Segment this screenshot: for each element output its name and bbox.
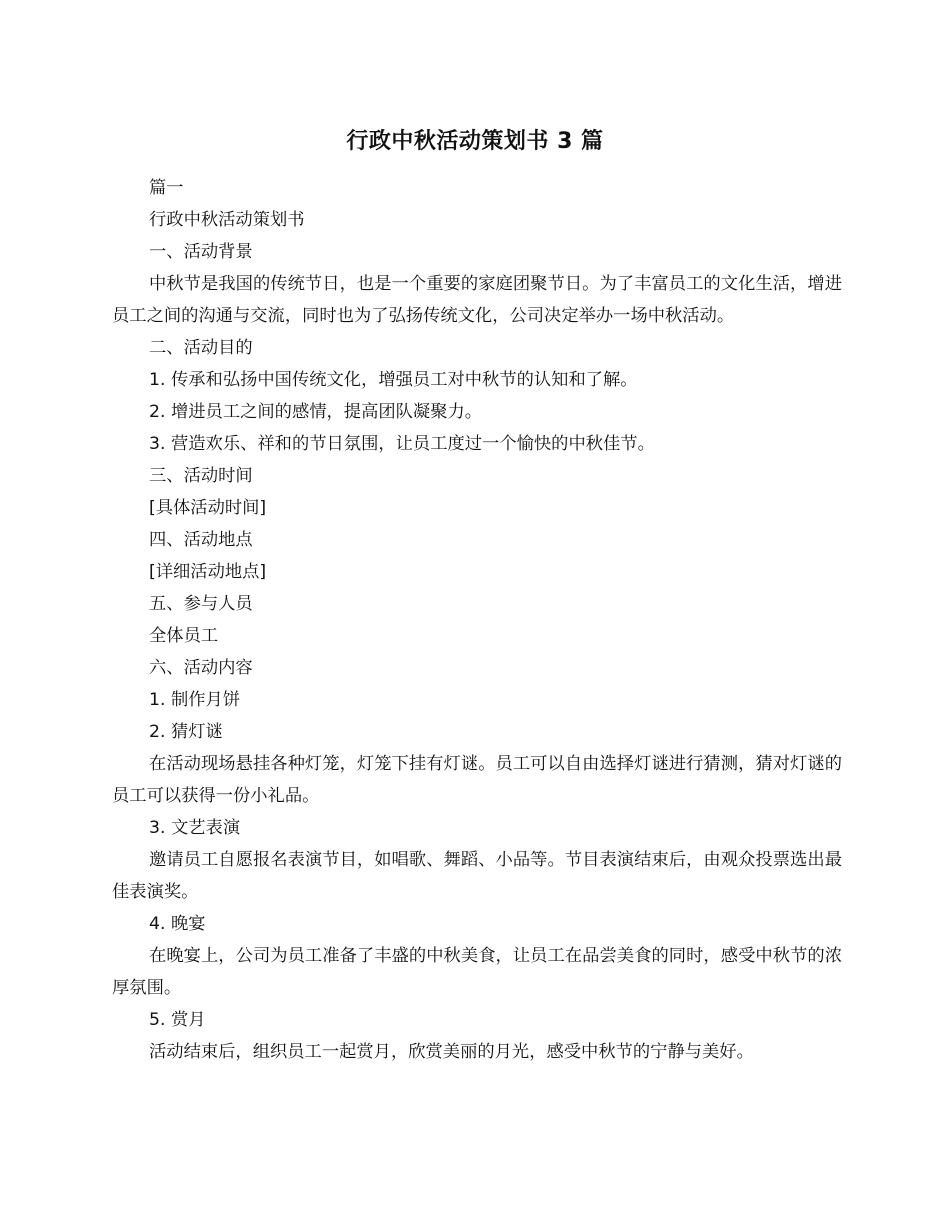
paragraph: [详细活动地点] (149, 562, 267, 582)
section-heading: 一、活动背景 (149, 242, 253, 262)
document-subtitle: 行政中秋活动策划书 (149, 210, 305, 230)
list-item: 1. 制作月饼 (149, 690, 241, 710)
section-heading: 三、活动时间 (149, 466, 253, 486)
list-item: 1. 传承和弘扬中国传统文化，增强员工对中秋节的认知和了解。 (149, 370, 638, 390)
document-title: 行政中秋活动策划书 3 篇 (346, 129, 604, 154)
list-item: 4. 晚宴 (149, 914, 206, 934)
paragraph: 中秋节是我国的传统节日，也是一个重要的家庭团聚节日。为了丰富员工的文化生活，增进员工之间的沟通与交流，同时也为了弘扬传统文化，公司决定举办一场中秋活动。 (112, 274, 842, 326)
list-item: 2. 增进员工之间的感情，提高团队凝聚力。 (149, 402, 483, 422)
paragraph: 在活动现场悬挂各种灯笼，灯笼下挂有灯谜。员工可以自由选择灯谜进行猜测，猜对灯谜的员工可以获得一份小礼品。 (112, 754, 842, 806)
section-heading: 六、活动内容 (149, 658, 253, 678)
section-heading: 四、活动地点 (149, 530, 253, 550)
paragraph: [具体活动时间] (149, 498, 267, 518)
section-heading: 二、活动目的 (149, 338, 253, 358)
list-item: 3. 营造欢乐、祥和的节日氛围，让员工度过一个愉快的中秋佳节。 (149, 434, 655, 454)
paragraph: 邀请员工自愿报名表演节目，如唱歌、舞蹈、小品等。节目表演结束后，由观众投票选出最佳表演奖。 (112, 850, 842, 902)
section-label: 篇一 (149, 178, 184, 198)
document-body (112, 172, 842, 1068)
paragraph: 在晚宴上，公司为员工准备了丰盛的中秋美食，让员工在品尝美食的同时，感受中秋节的浓厚氛围。 (112, 946, 842, 998)
paragraph: 全体员工 (149, 626, 219, 646)
list-item: 5. 赏月 (149, 1010, 206, 1030)
list-item: 3. 文艺表演 (149, 818, 241, 838)
paragraph: 活动结束后，组织员工一起赏月，欣赏美丽的月光，感受中秋节的宁静与美好。 (149, 1042, 754, 1062)
section-heading: 五、参与人员 (149, 594, 253, 614)
list-item: 2. 猜灯谜 (149, 722, 223, 742)
